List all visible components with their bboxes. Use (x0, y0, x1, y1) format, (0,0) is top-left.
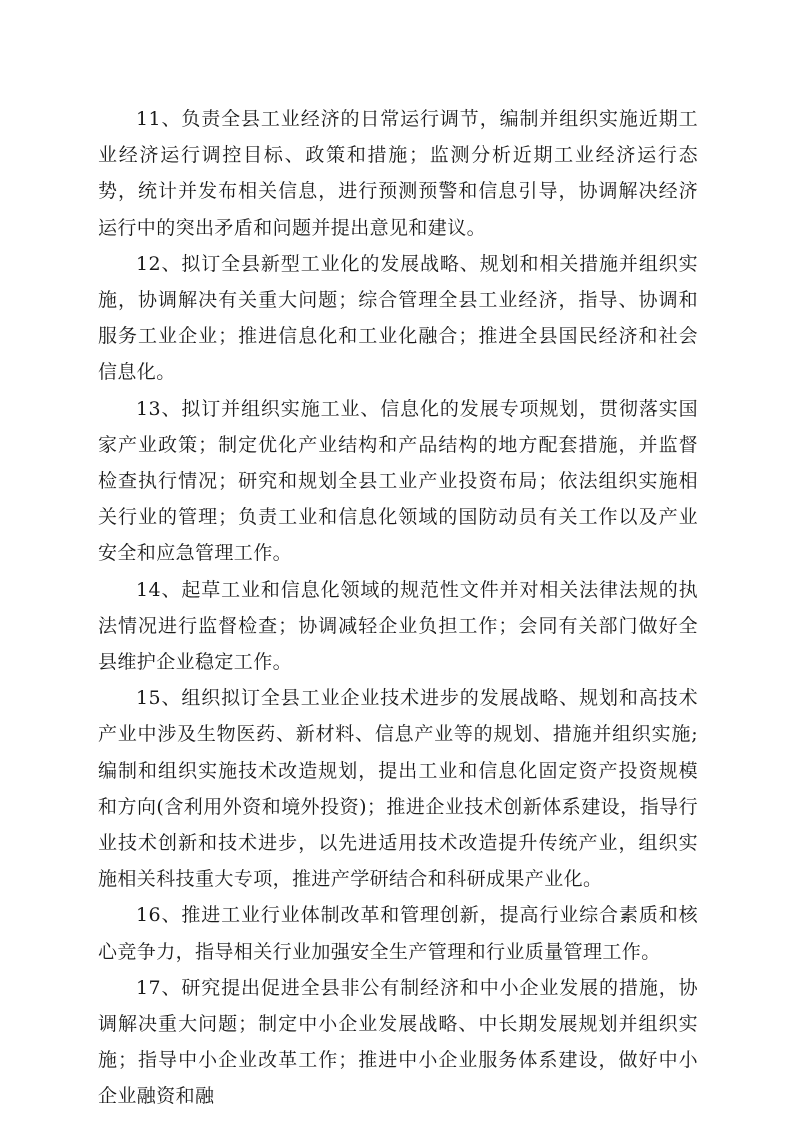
paragraph-16: 16、推进工业行业体制改革和管理创新，提高行业综合素质和核心竞争力，指导相关行业加强安全生产管理和行业质量管理工作。 (98, 904, 698, 963)
paragraph-11: 11、负责全县工业经济的日常运行调节，编制并组织实施近期工业经济运行调控目标、政策和措施；监测分析近期工业经济运行态势，统计并发布相关信息，进行预测预警和信息引导，协调解决经济运行中的突出矛盾和问题并提出意见和建议。 (98, 108, 698, 239)
paragraph-17: 17、研究提出促进全县非公有制经济和中小企业发展的措施，协调解决重大问题；制定中小企业发展战略、中长期发展规划并组织实施；指导中小企业改革工作；推进中小企业服务体系建设，做好中小企业融资和融 (98, 976, 698, 1108)
document-body (98, 101, 698, 1115)
paragraph-12: 12、拟订全县新型工业化的发展战略、规划和相关措施并组织实施，协调解决有关重大问题；综合管理全县工业经济，指导、协调和服务工业企业；推进信息化和工业化融合；推进全县国民经济和社会信息化。 (98, 252, 698, 384)
paragraph-13: 13、拟订并组织实施工业、信息化的发展专项规划，贯彻落实国家产业政策；制定优化产业结构和产品结构的地方配套措施，并监督检查执行情况；研究和规划全县工业产业投资布局；依法组织实施相关行业的管理；负责工业和信息化领域的国防动员有关工作以及产业安全和应急管理工作。 (98, 397, 698, 565)
paragraph-14: 14、起草工业和信息化领域的规范性文件并对相关法律法规的执法情况进行监督检查；协调减轻企业负担工作；会同有关部门做好全县维护企业稳定工作。 (98, 578, 698, 674)
paragraph-15: 15、组织拟订全县工业企业技术进步的发展战略、规划和高技术产业中涉及生物医药、新材料、信息产业等的规划、措施并组织实施;编制和组织实施技术改造规划，提出工业和信息化固定资产投资规模和方向(含利用外资和境外投资)；推进企业技术创新体系建设，指导行业技术创新和技术进步，以先进适用技术改造提升传统产业，组织实施相关科技重大专项，推进产学研结合和科研成果产业化。 (98, 687, 698, 891)
